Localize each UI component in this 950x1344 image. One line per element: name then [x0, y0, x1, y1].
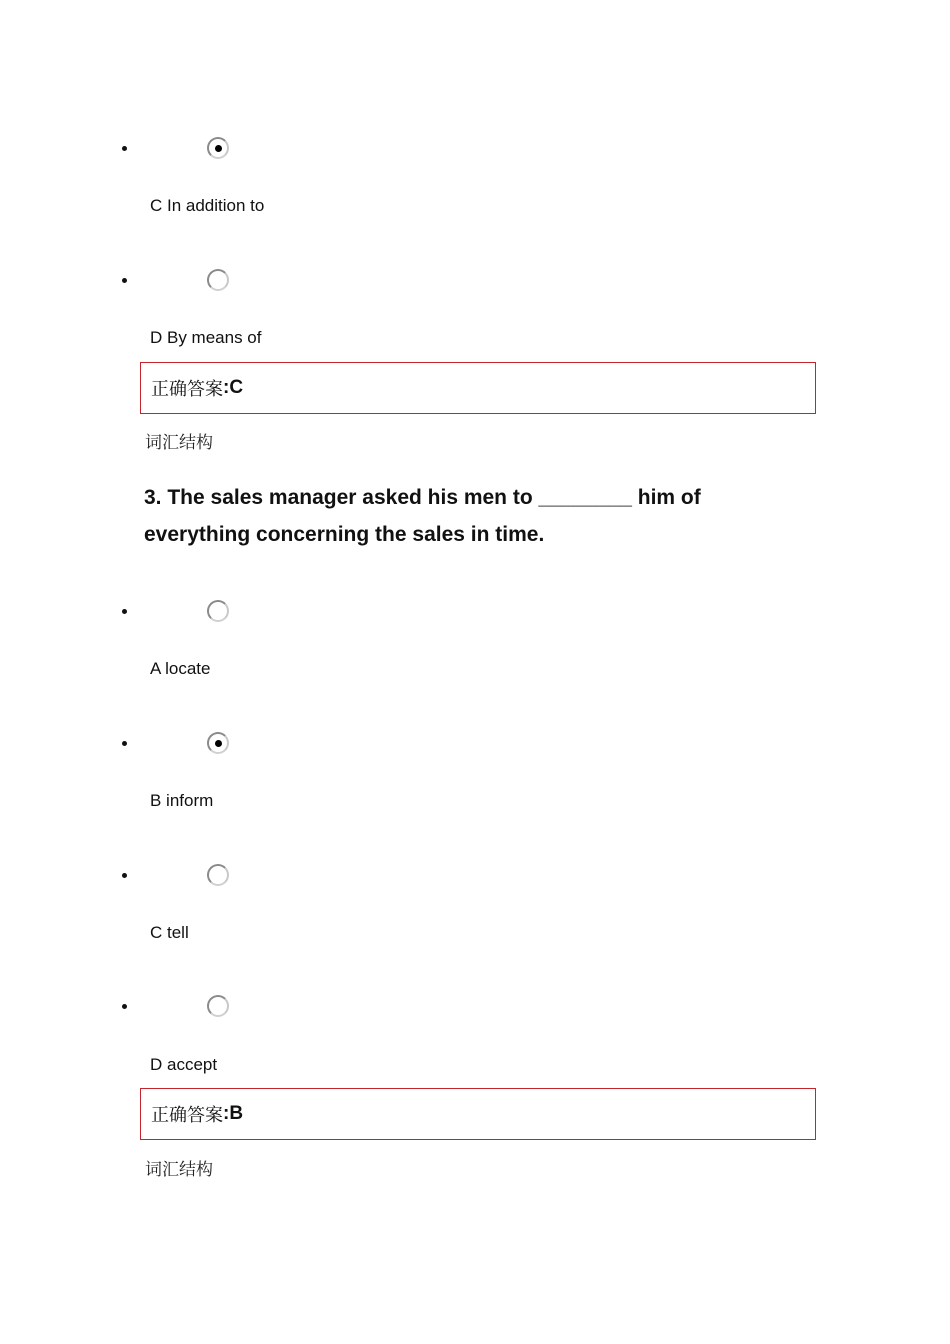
option-label: D accept — [150, 1055, 218, 1074]
bullet — [122, 146, 127, 151]
radio-button-selected[interactable] — [207, 137, 229, 159]
bullet — [122, 278, 127, 283]
radio-button[interactable] — [207, 995, 229, 1017]
option-label: D By means of — [150, 328, 262, 347]
answer-prefix: 正确答案 — [151, 1105, 223, 1126]
radio-button[interactable] — [207, 600, 229, 622]
question-category: 词汇结构 — [145, 1160, 213, 1180]
answer-value: :C — [223, 377, 244, 398]
answer-value: :B — [223, 1103, 244, 1124]
option-label: C In addition to — [150, 196, 265, 215]
radio-button[interactable] — [207, 864, 229, 886]
radio-button[interactable] — [207, 269, 229, 291]
bullet — [122, 873, 127, 878]
radio-dot-icon — [215, 740, 222, 747]
radio-button-selected[interactable] — [207, 732, 229, 754]
correct-answer-box — [140, 362, 816, 414]
correct-answer-box — [140, 1088, 816, 1140]
bullet — [122, 609, 127, 614]
question-text: 3. The sales manager asked his men to ________ him of everything concerning the sales in time. — [144, 486, 701, 546]
bullet — [122, 1004, 127, 1009]
option-label: B inform — [150, 791, 214, 810]
option-label: A locate — [150, 659, 211, 678]
option-label: C tell — [150, 923, 189, 942]
question-category: 词汇结构 — [145, 433, 213, 453]
radio-dot-icon — [215, 145, 222, 152]
answer-prefix: 正确答案 — [151, 379, 223, 400]
bullet — [122, 741, 127, 746]
